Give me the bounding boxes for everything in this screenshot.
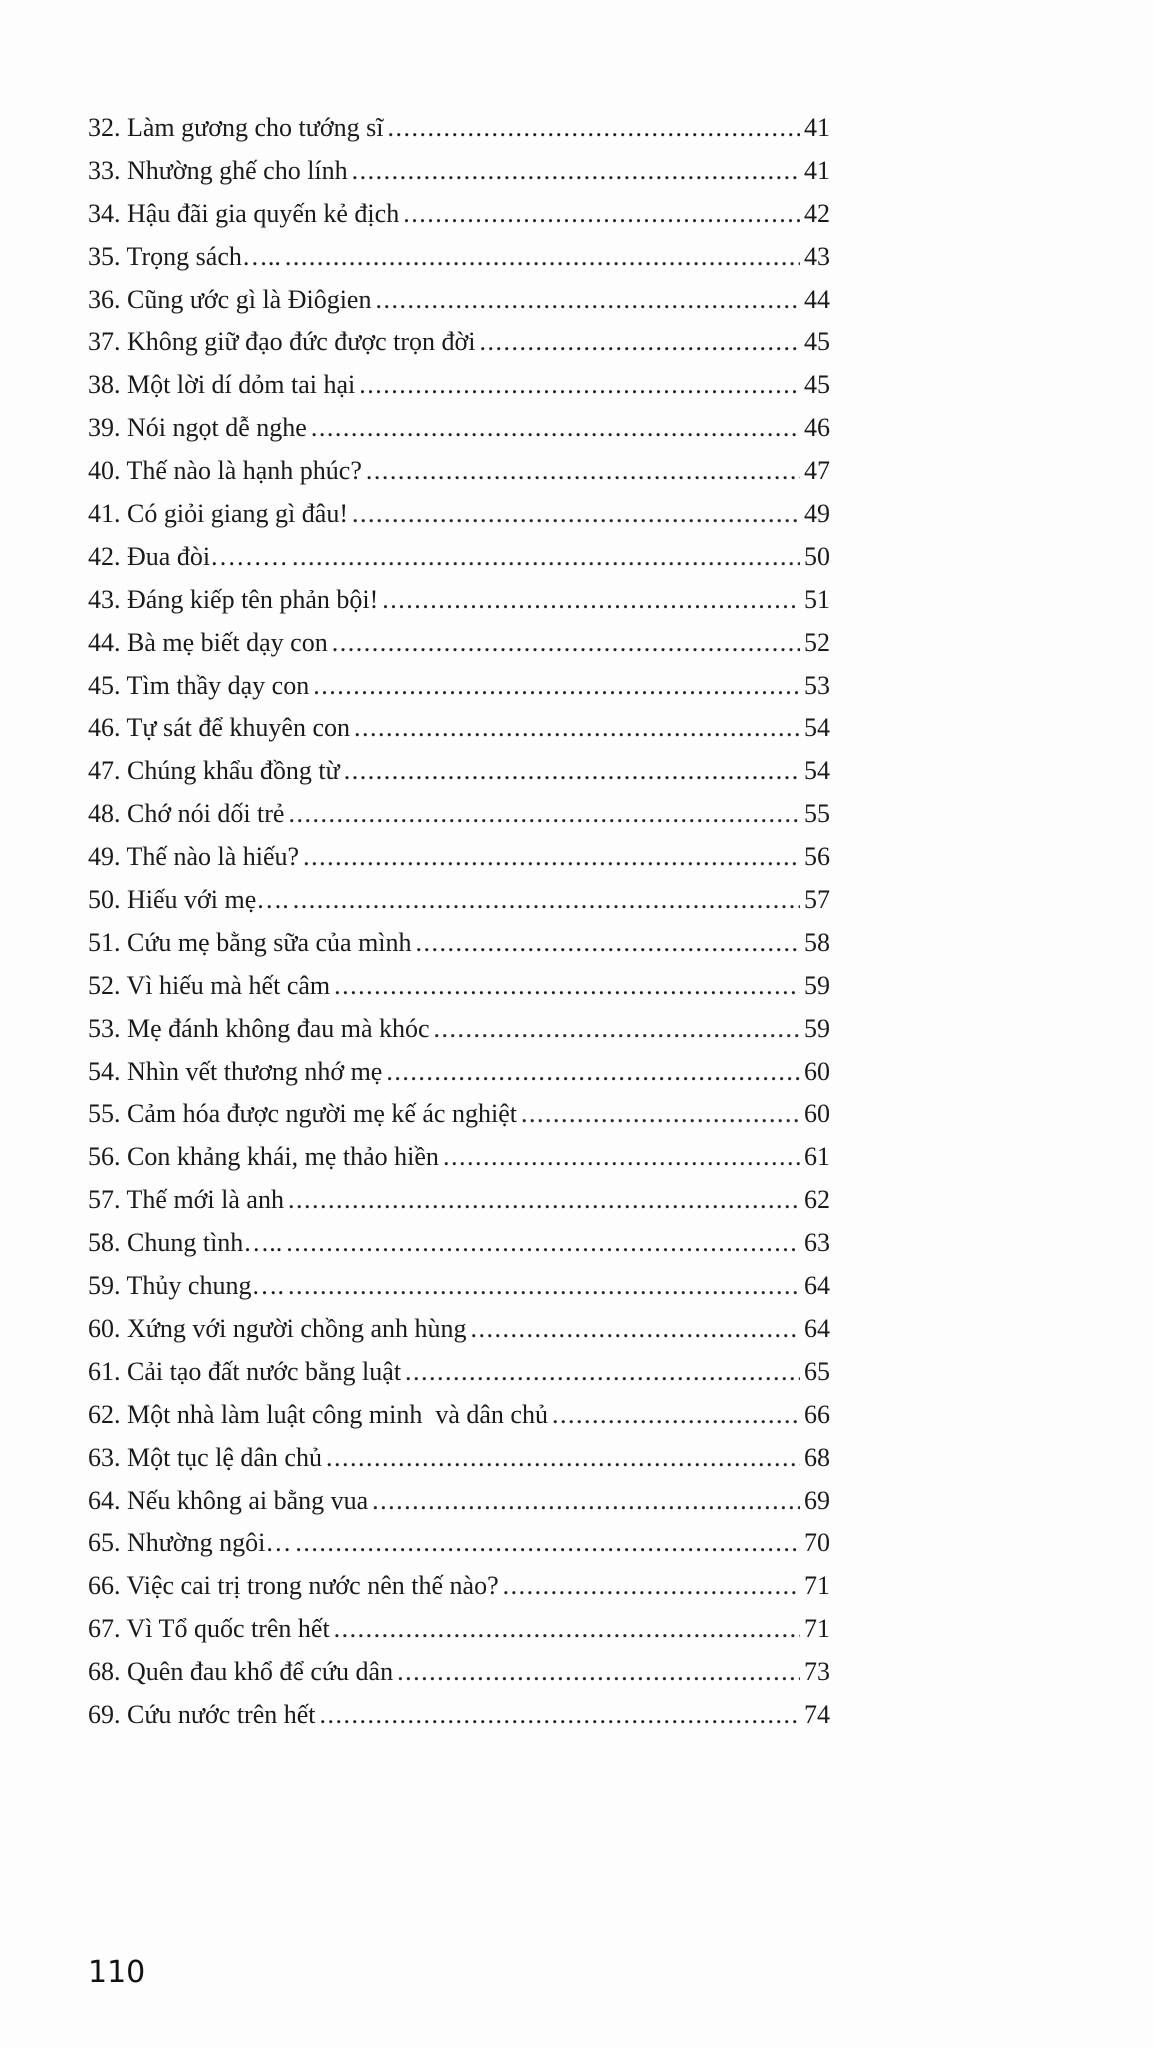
toc-entry-page: 43: [804, 241, 830, 271]
dot-leader: [303, 836, 800, 879]
toc-entry-title: 51. Cứu mẹ bằng sữa của mình: [88, 927, 412, 957]
toc-entry: [88, 1008, 830, 1051]
toc-entry-title: 32. Làm gương cho tướng sĩ: [88, 113, 384, 142]
toc-entry: [88, 1265, 830, 1308]
toc-entry: [88, 236, 830, 279]
toc-entry: [88, 1437, 830, 1480]
dot-leader: [334, 1608, 800, 1651]
toc-entry-title: 40. Thế nào là hạnh phúc?: [88, 456, 362, 486]
toc-entry-page: 41: [804, 113, 830, 142]
dot-leader: [332, 622, 800, 665]
toc-entry-page: 62: [804, 1185, 830, 1215]
toc-entry-page: 54: [804, 713, 830, 743]
toc-entry-page: 53: [804, 670, 830, 700]
toc-entry-page: 49: [804, 499, 830, 529]
toc-entry-title: 68. Quên đau khổ để cứu dân: [88, 1657, 394, 1687]
toc-entry: [88, 364, 830, 407]
toc-entry-title: 46. Tự sát để khuyên con: [88, 713, 351, 743]
dot-leader: [397, 1651, 800, 1694]
toc-entry-title: 61. Cải tạo đất nước bằng luật: [88, 1356, 402, 1386]
toc-entry-page: 45: [804, 370, 830, 400]
toc-entry-title: 39. Nói ngọt dễ nghe: [88, 413, 307, 443]
toc-entry-page: 63: [804, 1228, 830, 1258]
dot-leader: [352, 493, 800, 536]
toc-entry-title: 44. Bà mẹ biết dạy con: [88, 627, 328, 657]
dot-leader: [285, 236, 800, 279]
dot-leader: [480, 321, 801, 364]
page-number: 110: [88, 1955, 146, 1990]
toc-entry-title: 67. Vì Tổ quốc trên hết: [88, 1614, 330, 1644]
toc-entry-page: 64: [804, 1313, 830, 1343]
toc-entry: [88, 1222, 830, 1265]
dot-leader: [403, 193, 800, 236]
toc-entry: [88, 536, 830, 579]
toc-entry-page: 58: [804, 927, 830, 957]
dot-leader: [387, 107, 800, 150]
toc-entry-page: 74: [804, 1699, 830, 1729]
toc-entry-page: 54: [804, 756, 830, 786]
toc-entry: [88, 750, 830, 793]
toc-entry: [88, 107, 830, 150]
toc-entry-title: 53. Mẹ đánh không đau mà khóc: [88, 1013, 430, 1043]
toc-entry-page: 68: [804, 1442, 830, 1472]
toc-entry-title: 62. Một nhà làm luật công minh và dân chủ: [88, 1399, 548, 1429]
toc-entry: [88, 1093, 830, 1136]
dot-leader: [386, 1051, 800, 1094]
dot-leader: [471, 1308, 801, 1351]
dot-leader: [334, 965, 800, 1008]
toc-entry-title: 56. Con khảng khái, mẹ thảo hiền: [88, 1142, 439, 1172]
toc-entry-title: 35. Trọng sách…..: [88, 241, 281, 271]
dot-leader: [326, 1437, 800, 1480]
toc-entry-title: 49. Thế nào là hiếu?: [88, 842, 300, 872]
toc-entry: [88, 1394, 830, 1437]
dot-leader: [503, 1565, 800, 1608]
toc-entry-page: 64: [804, 1271, 830, 1301]
toc-entry-page: 41: [804, 155, 830, 185]
toc-entry-page: 47: [804, 456, 830, 486]
dot-leader: [405, 1351, 800, 1394]
toc-entry-title: 66. Việc cai trị trong nước nên thế nào?: [88, 1571, 499, 1601]
toc-entry-page: 55: [804, 799, 830, 829]
dot-leader: [443, 1136, 800, 1179]
dot-leader: [552, 1394, 800, 1437]
toc-entry-title: 52. Vì hiếu mà hết câm: [88, 970, 331, 1000]
toc-entry-page: 71: [804, 1614, 830, 1644]
toc-entry-page: 65: [804, 1356, 830, 1386]
toc-entry: [88, 450, 830, 493]
toc-entry-title: 69. Cứu nước trên hết: [88, 1699, 316, 1729]
toc-entry-page: 69: [804, 1485, 830, 1515]
toc-entry: [88, 665, 830, 708]
dot-leader: [320, 1694, 801, 1737]
toc-entry: [88, 579, 830, 622]
toc-entry-title: 54. Nhìn vết thương nhớ mẹ: [88, 1056, 383, 1086]
dot-leader: [292, 536, 800, 579]
toc-entry-title: 64. Nếu không ai bằng vua: [88, 1485, 369, 1515]
toc-entry: [88, 793, 830, 836]
toc-entry-title: 55. Cảm hóa được người mẹ kế ác nghiệt: [88, 1099, 517, 1129]
toc-entry-page: 44: [804, 284, 830, 314]
toc-entry-page: 59: [804, 1013, 830, 1043]
toc-entry: [88, 922, 830, 965]
dot-leader: [416, 922, 800, 965]
toc-entry: [88, 493, 830, 536]
toc-entry: [88, 407, 830, 450]
toc-entry-page: 42: [804, 198, 830, 228]
toc-entry: [88, 1694, 830, 1737]
toc-entry-title: 42. Đua đòi………: [88, 541, 289, 571]
toc-entry: [88, 1608, 830, 1651]
dot-leader: [295, 1522, 800, 1565]
toc-entry: [88, 1051, 830, 1094]
dot-leader: [359, 364, 800, 407]
toc-entry: [88, 622, 830, 665]
toc-entry: [88, 1651, 830, 1694]
toc-entry-title: 45. Tìm thầy dạy con: [88, 670, 310, 700]
toc-entry-title: 33. Nhường ghế cho lính: [88, 155, 348, 185]
toc-entry: [88, 836, 830, 879]
dot-leader: [372, 1480, 800, 1523]
toc-entry: [88, 879, 830, 922]
toc-entry: [88, 321, 830, 364]
dot-leader: [352, 150, 800, 193]
toc-entry-title: 43. Đáng kiếp tên phản bội!: [88, 584, 379, 614]
toc-entry-title: 37. Không giữ đạo đức được trọn đời: [88, 327, 476, 357]
toc-entry: [88, 1351, 830, 1394]
toc-entry-title: 60. Xứng với người chồng anh hùng: [88, 1313, 467, 1343]
dot-leader: [288, 793, 800, 836]
toc-entry-title: 41. Có giỏi giang gì đâu!: [88, 499, 348, 529]
toc-entry: [88, 279, 830, 322]
toc-entry-page: 60: [804, 1056, 830, 1086]
toc-entry-page: 60: [804, 1099, 830, 1129]
table-of-contents: [88, 107, 830, 1737]
toc-entry: [88, 1565, 830, 1608]
dot-leader: [354, 707, 800, 750]
toc-entry-title: 47. Chúng khẩu đồng từ: [88, 756, 340, 786]
toc-entry-page: 46: [804, 413, 830, 443]
toc-entry-title: 38. Một lời dí dỏm tai hại: [88, 370, 356, 400]
toc-entry-title: 65. Nhường ngôi…: [88, 1528, 292, 1558]
toc-entry-title: 58. Chung tình…..: [88, 1228, 283, 1258]
dot-leader: [434, 1008, 800, 1051]
toc-entry-page: 71: [804, 1571, 830, 1601]
toc-entry: [88, 1522, 830, 1565]
dot-leader: [344, 750, 800, 793]
dot-leader: [366, 450, 800, 493]
toc-entry-title: 48. Chớ nói dối trẻ: [88, 799, 285, 829]
toc-entry: [88, 150, 830, 193]
toc-entry-page: 50: [804, 541, 830, 571]
toc-entry-title: 36. Cũng ước gì là Điôgien: [88, 284, 372, 314]
toc-entry-page: 52: [804, 627, 830, 657]
dot-leader: [382, 579, 800, 622]
dot-leader: [293, 879, 800, 922]
toc-entry-page: 56: [804, 842, 830, 872]
toc-entry-page: 57: [804, 885, 830, 915]
toc-entry: [88, 1136, 830, 1179]
toc-entry-page: 51: [804, 584, 830, 614]
toc-entry: [88, 1480, 830, 1523]
toc-entry: [88, 193, 830, 236]
toc-entry-title: 59. Thủy chung….: [88, 1271, 284, 1301]
dot-leader: [288, 1179, 800, 1222]
dot-leader: [288, 1265, 800, 1308]
toc-entry-page: 70: [804, 1528, 830, 1558]
toc-entry-title: 50. Hiếu với mẹ….: [88, 885, 289, 915]
dot-leader: [521, 1093, 800, 1136]
toc-entry-title: 57. Thế mới là anh: [88, 1185, 284, 1215]
toc-entry-title: 63. Một tục lệ dân chủ: [88, 1442, 322, 1472]
dot-leader: [311, 407, 800, 450]
toc-entry-page: 61: [804, 1142, 830, 1172]
toc-entry-page: 45: [804, 327, 830, 357]
toc-entry: [88, 965, 830, 1008]
toc-entry-page: 59: [804, 970, 830, 1000]
toc-entry: [88, 1308, 830, 1351]
toc-entry: [88, 1179, 830, 1222]
toc-entry-page: 73: [804, 1657, 830, 1687]
toc-entry-title: 34. Hậu đãi gia quyến kẻ địch: [88, 198, 400, 228]
dot-leader: [313, 665, 800, 708]
toc-entry: [88, 707, 830, 750]
dot-leader: [375, 279, 800, 322]
toc-entry-page: 66: [804, 1399, 830, 1429]
dot-leader: [286, 1222, 800, 1265]
